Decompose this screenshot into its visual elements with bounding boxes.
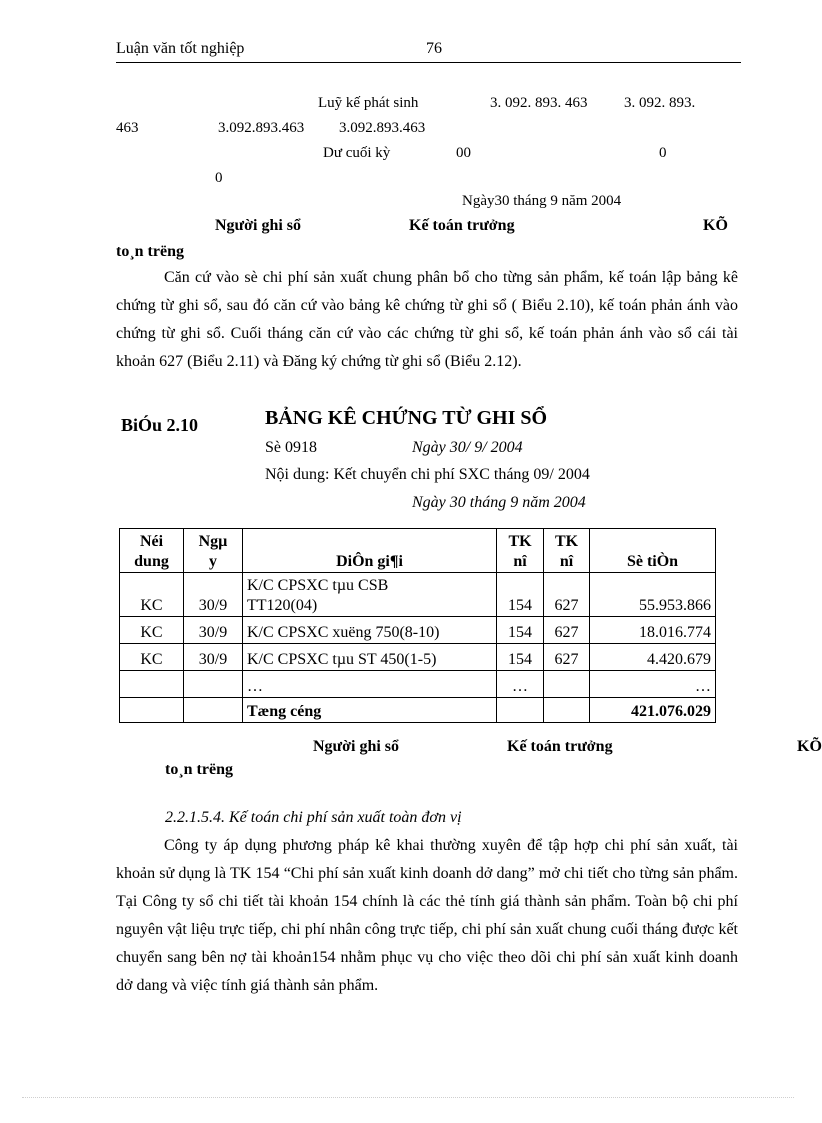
cell-empty [544,698,590,723]
form-date: Ngày 30 tháng 9 năm 2004 [412,494,586,511]
form-number-date: Ngày 30/ 9/ 2004 [412,439,523,456]
signature-head-b: to¸n trëng [116,243,184,260]
table-total-row [120,698,716,723]
cumulative-value-3: 3.092.893.463 [218,120,305,136]
cell-debit: 154 [497,644,544,671]
summary-date: Ngày30 tháng 9 năm 2004 [462,193,622,209]
cell-amount: 55.953.866 [590,573,716,617]
header-debit: TK nî [497,529,544,573]
cell-ellipsis: … [243,671,497,698]
cell-type: KC [120,617,184,644]
cumulative-value-2b: 463 [116,120,139,136]
cell-type: KC [120,644,184,671]
form-number: Sè 0918 [265,439,317,456]
signature2-recorder: Người ghi sổ [313,738,400,755]
table-row [120,573,716,617]
total-label: Tæng céng [243,698,497,723]
header-description: DiÔn gi¶i [243,529,497,573]
cell-empty [184,671,243,698]
header-day: Ngµ y [184,529,243,573]
cell-empty [120,671,184,698]
table-row [120,644,716,671]
paragraph-1: Căn cứ vào sè chi phí sản xuất chung phân bổ cho từng sản phẩm, kế toán lập bảng kê chứng từ ghi sổ, sau đó căn cứ vào bảng kê chứng từ ghi sổ ( Biểu 2.10), kế toán phản ánh vào chứng từ ghi sổ. Cuối tháng căn cứ vào các chứng từ ghi sổ, kế toán phản ánh vào sổ cái tài khoản 627 (Biểu 2.11) và Đăng ký chứng từ ghi sổ (Biểu 2.12). [116,269,738,370]
cell-empty [120,698,184,723]
cell-day: 30/9 [184,573,243,617]
signature2-head-b: to¸n trëng [165,761,233,778]
cell-credit: 627 [544,573,590,617]
signature-head-a: KÕ [703,217,728,234]
signature-recorder: Người ghi sổ [215,217,302,234]
ending-value-1: 00 [456,145,471,161]
form-title: BẢNG KÊ CHỨNG TỪ GHI SỔ [265,407,548,429]
cell-ellipsis: … [590,671,716,698]
cell-empty [544,671,590,698]
signature2-chief-accountant: Kế toán trưởng [507,738,613,755]
cell-day: 30/9 [184,644,243,671]
cell-credit: 627 [544,617,590,644]
cell-description: K/C CPSXC tµu CSB TT120(04) [243,573,497,617]
cell-type: KC [120,573,184,617]
voucher-table [119,528,716,723]
cell-credit: 627 [544,644,590,671]
cell-description: K/C CPSXC xuëng 750(8-10) [243,617,497,644]
cell-amount: 18.016.774 [590,617,716,644]
ending-value-2: 0 [659,145,667,161]
cell-day: 30/9 [184,617,243,644]
form-label: BiÓu 2.10 [121,415,199,435]
cell-description: K/C CPSXC tµu ST 450(1-5) [243,644,497,671]
paragraph-2: Công ty áp dụng phương pháp kê khai thường xuyên để tập hợp chi phí sản xuất, tài khoản sử dụng là TK 154 “Chi phí sản xuất kinh doanh dở dang” mở chi tiết cho từng sản phẩm. Tại Công ty sổ chi tiết tài khoản 154 chính là các thẻ tính giá thành sản phẩm. Toàn bộ chi phí nguyên vật liệu trực tiếp, chi phí nhân công trực tiếp, chi phí sản xuất chung cuối tháng được kết chuyển sang bên nợ tài khoản154 nhằm phục vụ cho việc theo dõi chi phí sản xuất kinh doanh dở dang và việc tính giá thành sản phẩm. [116,837,738,994]
table-row [120,617,716,644]
header-rule [116,62,741,63]
cumulative-label: Luỹ kế phát sinh [318,95,419,111]
ending-label: Dư cuối kỳ [323,145,391,161]
form-content: Nội dung: Kết chuyển chi phí SXC tháng 09/ 2004 [265,466,590,483]
cell-empty [497,698,544,723]
cumulative-value-4: 3.092.893.463 [339,120,426,136]
section-heading: 2.2.1.5.4. Kế toán chi phí sản xuất toàn đơn vị [165,809,462,826]
page-number: 76 [426,40,442,57]
header-title: Luận văn tốt nghiệp [116,40,245,57]
header-amount: Sè tiÒn [590,529,716,573]
cumulative-value-1: 3. 092. 893. 463 [490,95,588,111]
cumulative-value-2a: 3. 092. 893. [624,95,696,111]
cell-debit: 154 [497,617,544,644]
signature2-head-a: KÕ [797,738,822,755]
cell-empty [184,698,243,723]
cell-amount: 4.420.679 [590,644,716,671]
cell-debit: 154 [497,573,544,617]
total-amount: 421.076.029 [590,698,716,723]
page-bottom-divider [22,1097,794,1098]
signature-chief-accountant: Kế toán trưởng [409,217,515,234]
header-type: Néi dung [120,529,184,573]
table-header-row [120,529,716,573]
header-credit: TK nî [544,529,590,573]
ending-value-3: 0 [215,170,223,186]
cell-ellipsis: … [497,671,544,698]
table-row-ellipsis [120,671,716,698]
